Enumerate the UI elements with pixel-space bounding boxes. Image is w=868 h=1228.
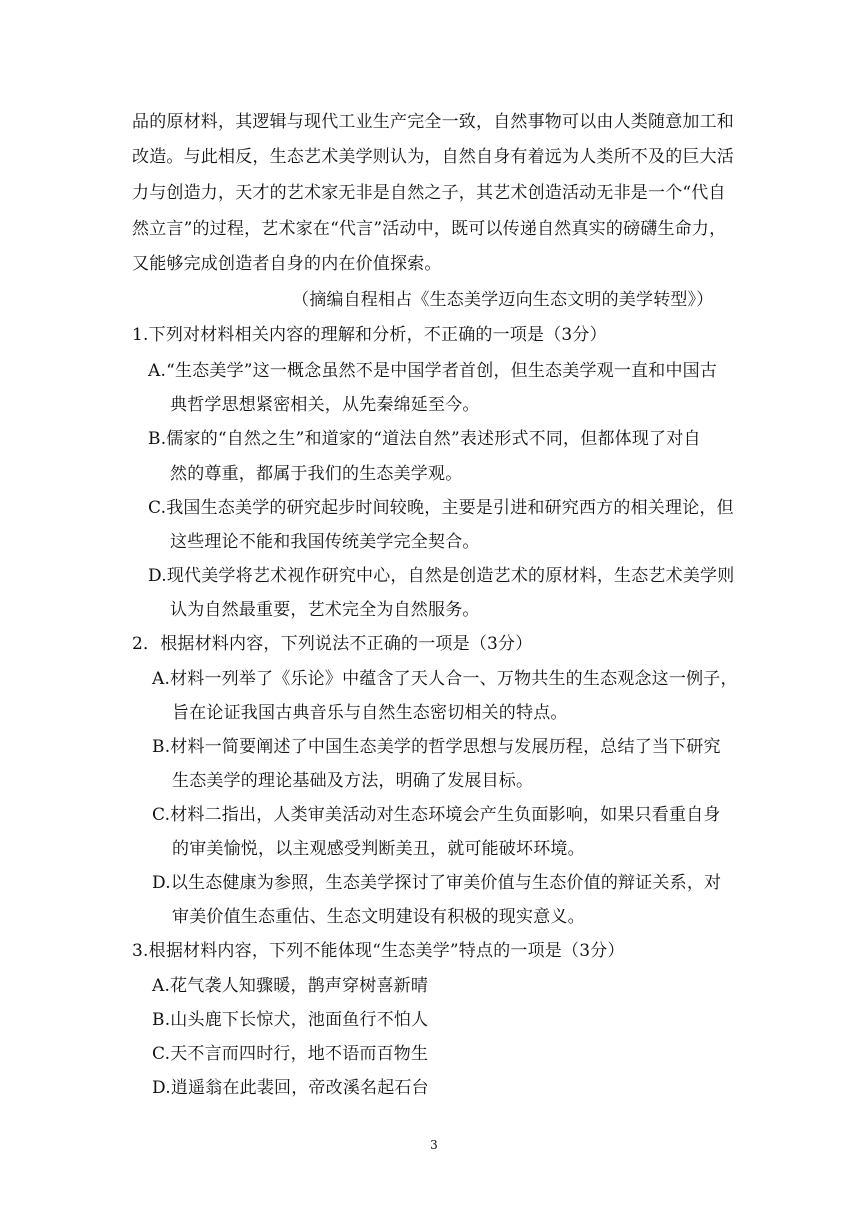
question-2-option-c-line-1: C.材料二指出，人类审美活动对生态环境会产生负面影响，如果只看重自身	[152, 805, 721, 825]
question-1-option-b-line-1: B.儒家的“自然之生”和道家的“道法自然”表述形式不同，但都体现了对自	[148, 429, 701, 449]
question-3-stem: 3.根据材料内容，下列不能体现“生态美学”特点的一项是（3分）	[132, 941, 625, 961]
passage-line: 改造。与此相反，生态艺术美学则认为，自然自身有着远为人类所不及的巨大活	[132, 147, 734, 167]
question-2-option-a-line-2: 旨在论证我国古典音乐与自然生态密切相关的特点。	[172, 703, 568, 723]
question-1-option-a-line-1: A.“生态美学”这一概念虽然不是中国学者首创，但生态美学观一直和中国古	[148, 361, 718, 381]
page-number: 3	[430, 1138, 438, 1152]
question-1-option-c-line-2: 这些理论不能和我国传统美学完全契合。	[170, 532, 480, 552]
passage-line: 品的原材料，其逻辑与现代工业生产完全一致，自然事物可以由人类随意加工和	[132, 112, 734, 132]
question-2-option-d-line-2: 审美价值生态重估、生态文明建设有积极的现实意义。	[172, 907, 585, 927]
question-2-option-b-line-2: 生态美学的理论基础及方法，明确了发展目标。	[172, 771, 534, 791]
question-3-option-c: C.天不言而四时行，地不语而百物生	[152, 1044, 429, 1064]
question-2-option-d-line-1: D.以生态健康为参照，生态美学探讨了审美价值与生态价值的辩证关系，对	[152, 873, 722, 893]
question-1-stem: 1.下列对材料相关内容的理解和分析，不正确的一项是（3分）	[132, 325, 607, 345]
question-1-option-d-line-1: D.现代美学将艺术视作研究中心，自然是创造艺术的原材料，生态艺术美学则	[148, 566, 735, 586]
passage-line: 又能够完成创造者自身的内在价值探索。	[132, 254, 442, 274]
question-2-option-c-line-2: 的审美愉悦，以主观感受判断美丑，就可能破坏环境。	[172, 839, 585, 859]
question-1-option-d-line-2: 认为自然最重要，艺术完全为自然服务。	[170, 600, 480, 620]
question-3-option-b: B.山头鹿下长惊犬，池面鱼行不怕人	[152, 1010, 429, 1030]
passage-line: 然立言”的过程，艺术家在“代言”活动中，既可以传递自然真实的磅礴生命力，	[132, 219, 727, 239]
passage-source: （摘编自程相占《生态美学迈向生态文明的美学转型》）	[292, 290, 714, 310]
passage-line: 力与创造力，天才的艺术家无非是自然之子，其艺术创造活动无非是一个“代自	[132, 183, 726, 203]
question-2-stem: 2．根据材料内容，下列说法不正确的一项是（3分）	[132, 634, 533, 654]
question-1-option-b-line-2: 然的尊重，都属于我们的生态美学观。	[170, 464, 463, 484]
question-2-option-a-line-1: A.材料一列举了《乐论》中蕴含了天人合一、万物共生的生态观念这一例子，	[152, 669, 738, 689]
question-1-option-c-line-1: C.我国生态美学的研究起步时间较晚，主要是引进和研究西方的相关理论，但	[148, 498, 734, 518]
question-2-option-b-line-1: B.材料一简要阐述了中国生态美学的哲学思想与发展历程，总结了当下研究	[152, 737, 721, 757]
question-3-option-a: A.花气袭人知骤暖，鹊声穿树喜新晴	[152, 976, 429, 996]
question-3-option-d: D.逍遥翁在此裴回，帝改溪名起石台	[152, 1078, 429, 1098]
question-1-option-a-line-2: 典哲学思想紧密相关，从先秦绵延至今。	[170, 395, 480, 415]
